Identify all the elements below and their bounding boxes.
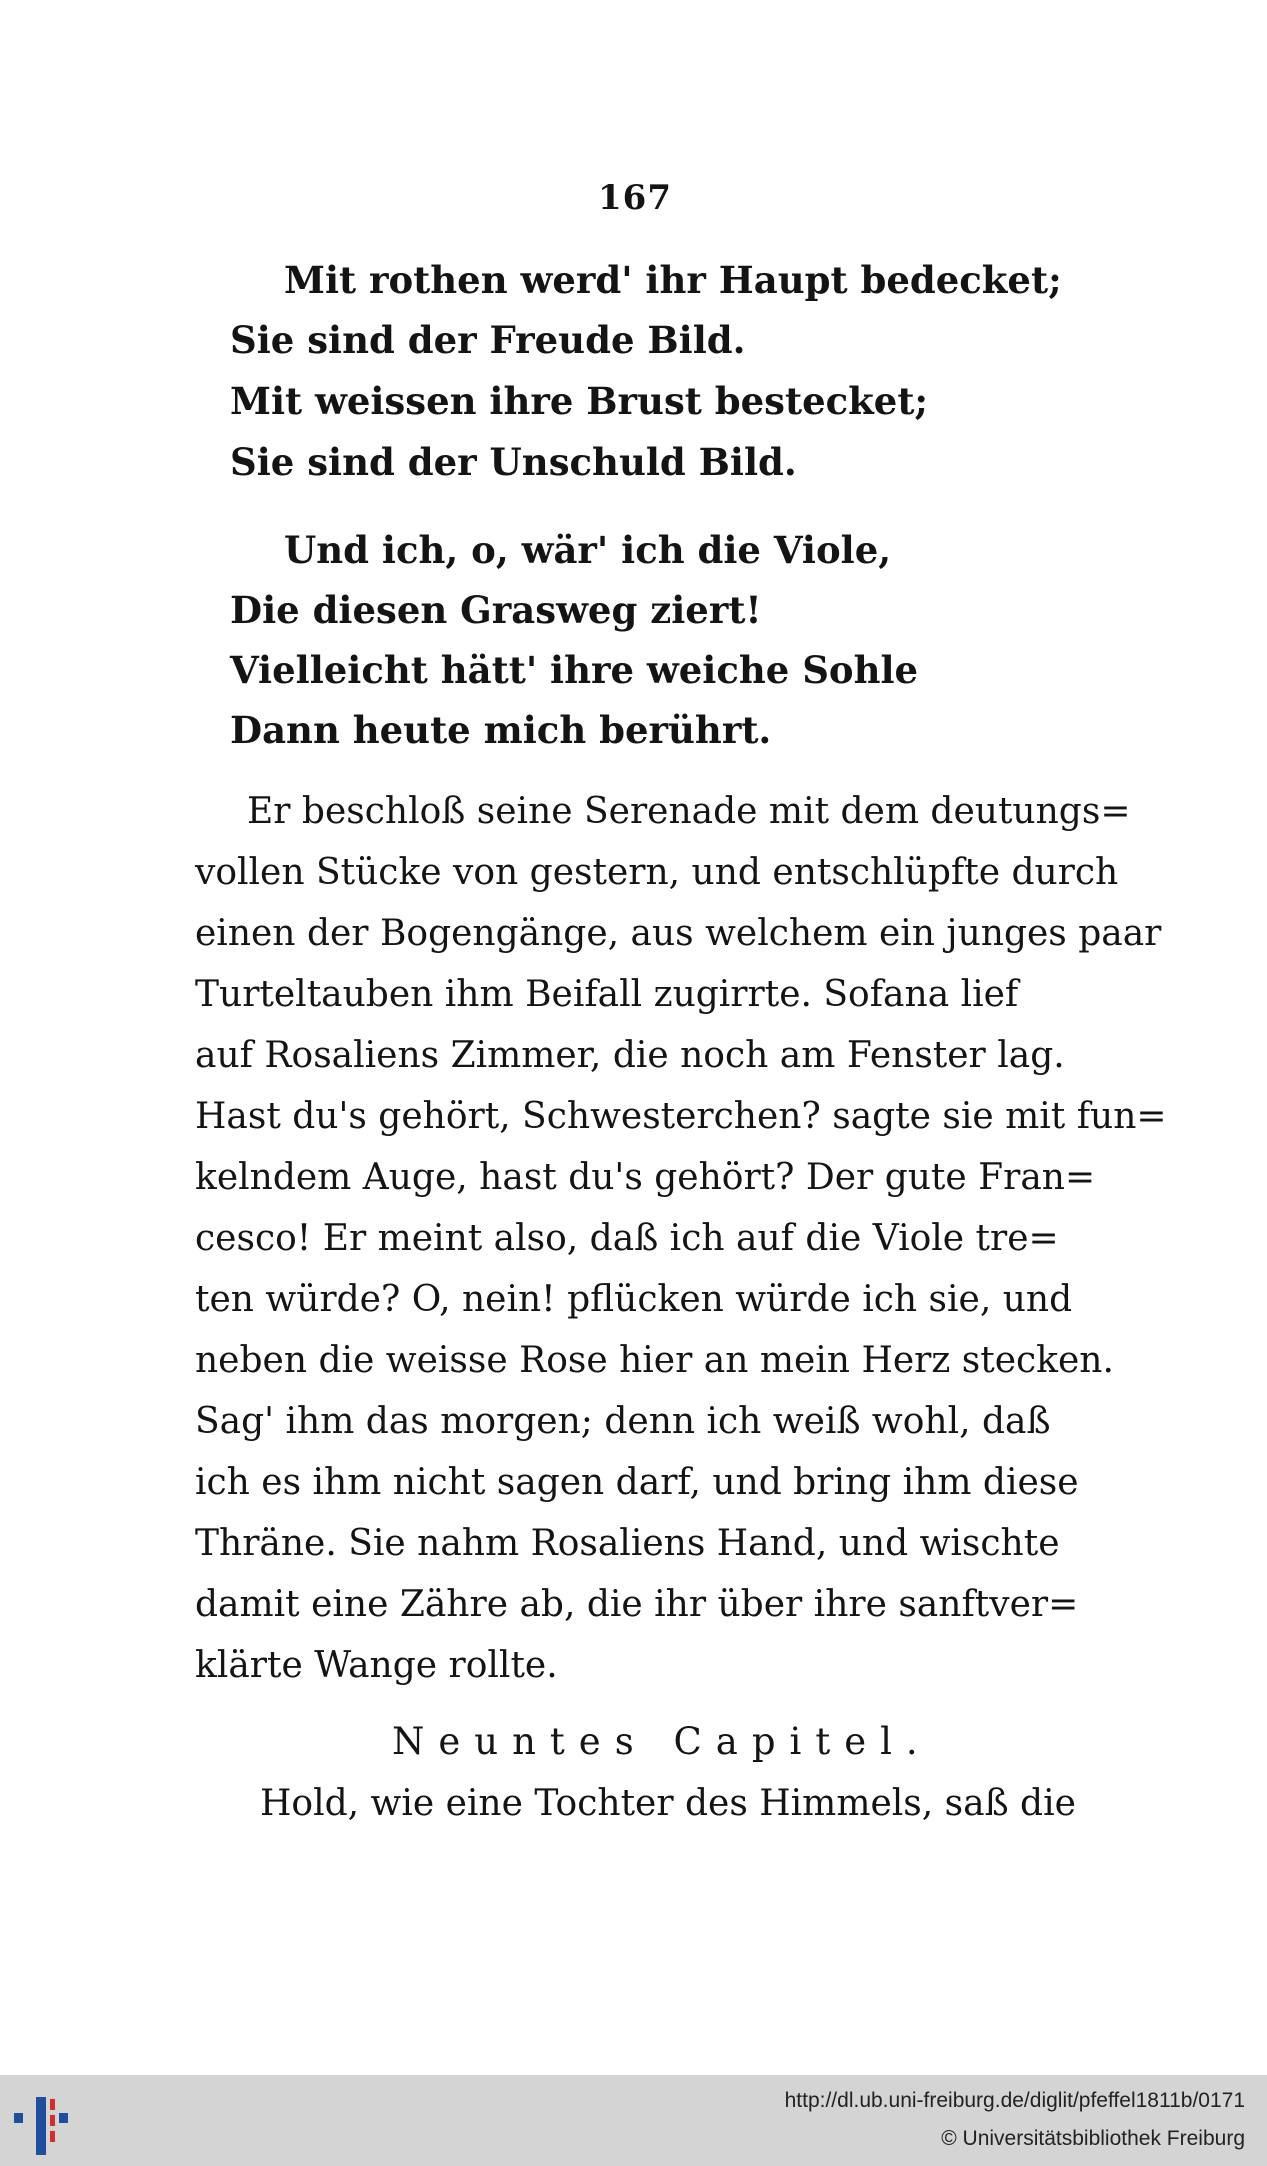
page-number: 167 <box>598 178 672 218</box>
verse-line: Mit rothen werd' ihr Haupt bedecket; <box>284 258 1062 302</box>
library-logo-icon <box>0 2075 80 2166</box>
text-line: auf Rosaliens Zimmer, die noch am Fenster lag. <box>195 1035 1065 1076</box>
verse-line: Und ich, o, wär' ich die Viole, <box>284 528 892 572</box>
text-line: Turteltauben ihm Beifall zugirrte. Sofana lief <box>195 974 1019 1015</box>
text-line: Sag' ihm das morgen; denn ich weiß wohl, daß <box>195 1401 1051 1442</box>
text-line: Er beschloß seine Serenade mit dem deutungs= <box>247 791 1131 832</box>
text-line: ich es ihm nicht sagen darf, und bring ihm diese <box>195 1462 1079 1503</box>
text-line: Hast du's gehört, Schwesterchen? sagte sie mit fun= <box>195 1096 1167 1137</box>
verse-line: Sie sind der Unschuld Bild. <box>230 440 797 484</box>
footer-bar <box>0 2075 1267 2166</box>
chapter-heading: Neuntes Capitel. <box>392 1720 932 1763</box>
text-line: einen der Bogengänge, aus welchem ein junges paar <box>195 913 1162 954</box>
verse-line: Die diesen Grasweg ziert! <box>230 588 762 632</box>
verse-line: Mit weissen ihre Brust bestecket; <box>230 379 929 423</box>
text-line: neben die weisse Rose hier an mein Herz stecken. <box>195 1340 1114 1381</box>
verse-line: Dann heute mich berührt. <box>230 708 772 752</box>
text-line: cesco! Er meint also, daß ich auf die Viole tre= <box>195 1218 1059 1259</box>
verse-line: Sie sind der Freude Bild. <box>230 318 746 362</box>
text-line: Thräne. Sie nahm Rosaliens Hand, und wischte <box>195 1523 1060 1564</box>
verse-line: Vielleicht hätt' ihre weiche Sohle <box>230 648 919 692</box>
text-line: vollen Stücke von gestern, und entschlüpfte durch <box>195 852 1119 893</box>
text-line: ten würde? O, nein! pflücken würde ich sie, und <box>195 1279 1073 1320</box>
footer-copyright: © Universitätsbibliothek Freiburg <box>941 2127 1245 2150</box>
text-line: kelndem Auge, hast du's gehört? Der gute Fran= <box>195 1157 1096 1198</box>
chapter-first-line: Hold, wie eine Tochter des Himmels, saß die <box>260 1783 1076 1824</box>
text-line: klärte Wange rollte. <box>195 1645 558 1686</box>
footer-url-link[interactable]: http://dl.ub.uni-freiburg.de/diglit/pfeffel1811b/0171 <box>784 2089 1245 2112</box>
text-line: damit eine Zähre ab, die ihr über ihre sanftver= <box>195 1584 1079 1625</box>
